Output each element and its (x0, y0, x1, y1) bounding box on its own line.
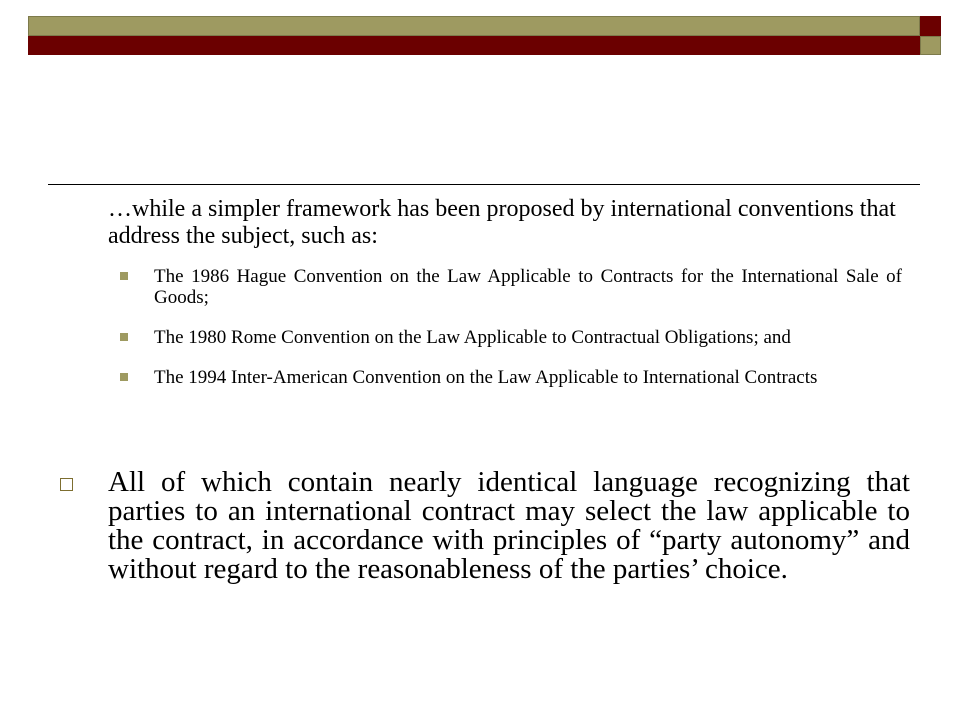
header-bar-bottom (28, 36, 920, 55)
list-item (108, 367, 902, 388)
divider-line (48, 184, 920, 185)
list-item (108, 327, 902, 348)
intro-text: …while a simpler framework has been proposed by international conventions that address the subject, such as: (108, 196, 896, 249)
header-bar-top (28, 16, 920, 36)
main-point-text: All of which contain nearly identical language recognizing that parties to an international contract may select the law applicable to the contract, in accordance with principles of “party autonomy” and without regard to the reasonableness of the parties’ choice. (108, 466, 910, 585)
hollow-square-bullet-icon (60, 478, 73, 491)
sub-bullet-text: The 1986 Hague Convention on the Law Applicable to Contracts for the International Sale of Goods; (154, 266, 902, 308)
sub-bullet-text: The 1994 Inter-American Convention on the Law Applicable to International Contracts (154, 367, 818, 388)
sub-bullet-list (108, 266, 902, 407)
list-item (108, 266, 902, 308)
corner-square-top (920, 16, 941, 36)
corner-square-bottom (920, 36, 941, 55)
sub-bullet-text: The 1980 Rome Convention on the Law Applicable to Contractual Obligations; and (154, 327, 791, 348)
square-bullet-icon (120, 272, 128, 280)
square-bullet-icon (120, 333, 128, 341)
square-bullet-icon (120, 373, 128, 381)
